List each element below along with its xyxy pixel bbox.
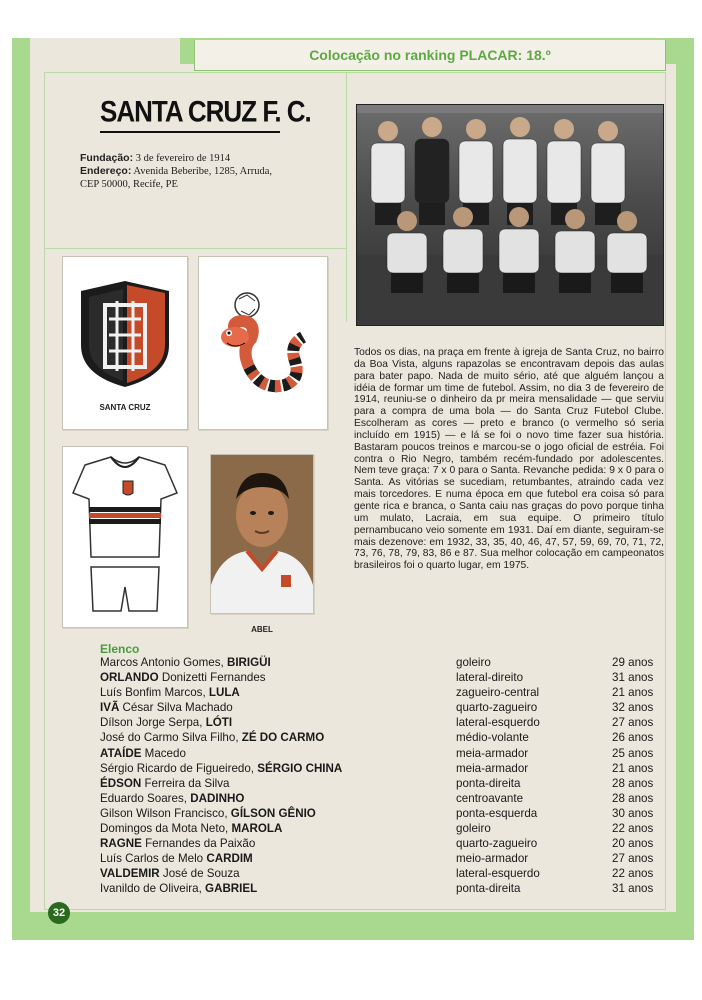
player-position: lateral-esquerdo <box>456 867 540 881</box>
roster-row <box>100 791 660 806</box>
player-nickname: IVÃ <box>100 701 120 715</box>
player-name-pre: Marcos Antonio Gomes, <box>100 656 227 669</box>
player-position: quarto-zagueiro <box>456 837 538 851</box>
roster-row <box>100 776 660 791</box>
player-nickname: DADINHO <box>190 791 245 805</box>
player-age: 28 anos <box>612 776 654 790</box>
player-name <box>100 730 324 745</box>
title-underline <box>100 131 280 133</box>
player-name-post: José de Souza <box>159 867 240 881</box>
roster-row <box>100 866 660 881</box>
green-border-bottom <box>12 912 694 940</box>
player-position: meia-armador <box>456 746 529 760</box>
player-position: goleiro <box>456 822 491 836</box>
roster-row <box>100 700 660 715</box>
frame-divider-vertical <box>346 72 347 322</box>
mascot-card <box>198 256 328 430</box>
player-age: 32 anos <box>612 701 654 715</box>
player-nickname: LULA <box>208 686 240 700</box>
endereco-label: Endereço: <box>80 165 132 177</box>
player-age: 27 anos <box>612 716 654 730</box>
player-nickname: BIRIGÜI <box>226 656 271 669</box>
player-portrait <box>211 455 313 613</box>
roster-row <box>100 670 660 685</box>
team-info <box>80 152 330 191</box>
player-position: médio-volante <box>456 731 529 745</box>
frame-divider-horizontal <box>44 248 346 249</box>
team-title: SANTA CRUZ F. C. <box>100 93 311 129</box>
player-position: ponta-esquerda <box>456 806 538 820</box>
player-position: centroavante <box>456 791 524 805</box>
player-card <box>210 454 314 634</box>
roster-list <box>100 655 660 897</box>
player-name <box>100 776 230 791</box>
player-name <box>100 761 342 776</box>
player-age: 31 anos <box>612 882 654 896</box>
player-position: meia-armador <box>456 761 529 775</box>
fundacao-label: Fundação: <box>80 152 134 164</box>
player-name-pre: Domingos da Mota Neto, <box>100 822 232 836</box>
player-nickname: MAROLA <box>231 822 283 836</box>
player-name-post: Donizetti Fernandes <box>158 671 266 685</box>
roster-row <box>100 715 660 730</box>
player-name-post: Macedo <box>141 746 186 760</box>
player-name <box>100 881 257 896</box>
roster-row <box>100 821 660 836</box>
player-age: 28 anos <box>612 791 654 805</box>
green-border-left <box>12 38 30 940</box>
player-name <box>100 700 233 715</box>
roster-row <box>100 761 660 776</box>
player-name <box>100 791 244 806</box>
player-name <box>100 836 255 851</box>
green-border-right <box>676 38 694 940</box>
player-nickname: ÉDSON <box>100 776 142 790</box>
player-name <box>100 866 240 881</box>
player-age: 22 anos <box>612 867 654 881</box>
player-age: 22 anos <box>612 822 654 836</box>
player-nickname: SÉRGIO CHINA <box>257 761 343 775</box>
player-name <box>100 715 232 730</box>
player-name-post: Fernandes da Paixão <box>141 837 256 851</box>
club-history-text: Todos os dias, na praça em frente à igreja de Santa Cruz, no bairro da Boa Vista, alguns rapazolas se encontravam depois das aulas para bater papo. Nada de muito sério, até que alguém lançou a idéia de formar um time de futebol. Assim, no dia 3 de fevereiro de 1914, reuniu-se o dinheiro da pr meira mensalidade — que serviu para a compra de uma bola — do Santa Cruz Futebol Clube. Escolheram as cores — preto e branco (o vermelho só seria incluído em 1915) — e lá se foi o novo time fazer sua história. Bastaram poucos treinos e marcou-se o jogo oficial de estréia. Foi contra o Rio Negro, também recém-fundado por adolescentes. Nem teve graça: 7 x 0 para o Santa. Revanche pedida: 9 x 0 para o Santa. As vitórias se sucediam, retumbantes, atraindo cada vez mais torcedores. E numa época em que futebol era coisa só para gente rica e branca, o Santa caiu nas graças do povo porque tinha um mulato, Lacraia, em sua equipe. O primeiro título pernambucano veio somente em 1931. Daí em diante, seguiram-se mais dezenove: em 1932, 33, 35, 40, 46, 47, 57, 59, 69, 70, 71, 72, 73, 76, 78, 79, 83, 86 e 87. Sua melhor colocação em campeonatos brasileiros foi o quarto lugar, em 1975. <box>354 347 664 572</box>
badge-label: SANTA CRUZ <box>99 403 151 412</box>
player-name <box>100 655 271 670</box>
player-name-post: César Silva Machado <box>119 701 233 715</box>
player-nickname: LÓTI <box>205 716 233 730</box>
player-position: ponta-direita <box>456 882 521 896</box>
roster-row <box>100 655 660 670</box>
player-name-pre: Ivanildo de Oliveira, <box>100 882 206 896</box>
player-age: 21 anos <box>612 761 654 775</box>
player-age: 21 anos <box>612 686 654 700</box>
roster-row <box>100 746 660 761</box>
endereco-value: Avenida Beberibe, 1285, Arruda, <box>133 166 273 177</box>
player-position: meio-armador <box>456 852 529 866</box>
player-nickname: ZÉ DO CARMO <box>241 731 325 745</box>
mascot-cobra-icon <box>199 257 327 429</box>
player-position: lateral-direito <box>456 671 524 685</box>
player-nickname: GABRIEL <box>205 882 258 896</box>
roster-row <box>100 730 660 745</box>
player-age: 25 anos <box>612 746 654 760</box>
player-name <box>100 685 240 700</box>
roster-row <box>100 836 660 851</box>
player-position: goleiro <box>456 656 491 669</box>
player-age: 30 anos <box>612 806 654 820</box>
player-name-pre: José do Carmo Silva Filho, <box>100 731 242 745</box>
player-name <box>100 851 253 866</box>
kit-card <box>62 446 188 628</box>
player-name <box>100 670 266 685</box>
cep-line: CEP 50000, Recife, PE <box>80 179 178 190</box>
team-photo <box>356 104 664 326</box>
player-nickname: CARDIM <box>206 852 253 866</box>
player-name <box>100 821 282 836</box>
roster-row <box>100 806 660 821</box>
player-nickname: ATAÍDE <box>100 746 142 760</box>
player-name-post: Ferreira da Silva <box>141 776 230 790</box>
player-nickname: VALDEMIR <box>100 867 160 881</box>
ranking-header: Colocação no ranking PLACAR: 18.º <box>194 40 666 71</box>
player-label: ABEL <box>251 625 273 634</box>
roster-row <box>100 881 660 896</box>
club-crest-icon <box>63 257 187 397</box>
player-age: 26 anos <box>612 731 654 745</box>
player-name-pre: Luís Carlos de Melo <box>100 852 207 866</box>
roster-row <box>100 851 660 866</box>
player-age: 20 anos <box>612 837 654 851</box>
player-name-pre: Eduardo Soares, <box>100 791 191 805</box>
player-position: quarto-zagueiro <box>456 701 538 715</box>
badge-card <box>62 256 188 430</box>
roster-title: Elenco <box>100 642 140 656</box>
jersey-icon <box>63 447 187 627</box>
player-age: 31 anos <box>612 671 654 685</box>
player-name-pre: Luís Bonfim Marcos, <box>100 686 209 700</box>
team-photo-image <box>357 105 663 325</box>
player-name <box>100 746 186 761</box>
page-number: 32 <box>48 902 70 924</box>
player-position: lateral-esquerdo <box>456 716 540 730</box>
player-name <box>100 806 316 821</box>
player-nickname: RAGNE <box>100 837 142 851</box>
player-name-pre: Gilson Wilson Francisco, <box>100 806 231 820</box>
player-name-pre: Dílson Jorge Serpa, <box>100 716 206 730</box>
player-nickname: GÍLSON GÊNIO <box>230 806 316 820</box>
roster-row <box>100 685 660 700</box>
player-name-pre: Sérgio Ricardo de Figueiredo, <box>100 761 258 775</box>
player-position: zagueiro-central <box>456 686 540 700</box>
player-age: 29 anos <box>612 656 654 669</box>
player-position: ponta-direita <box>456 776 521 790</box>
player-nickname: ORLANDO <box>100 671 159 685</box>
player-age: 27 anos <box>612 852 654 866</box>
fundacao-value: 3 de fevereiro de 1914 <box>135 153 231 164</box>
